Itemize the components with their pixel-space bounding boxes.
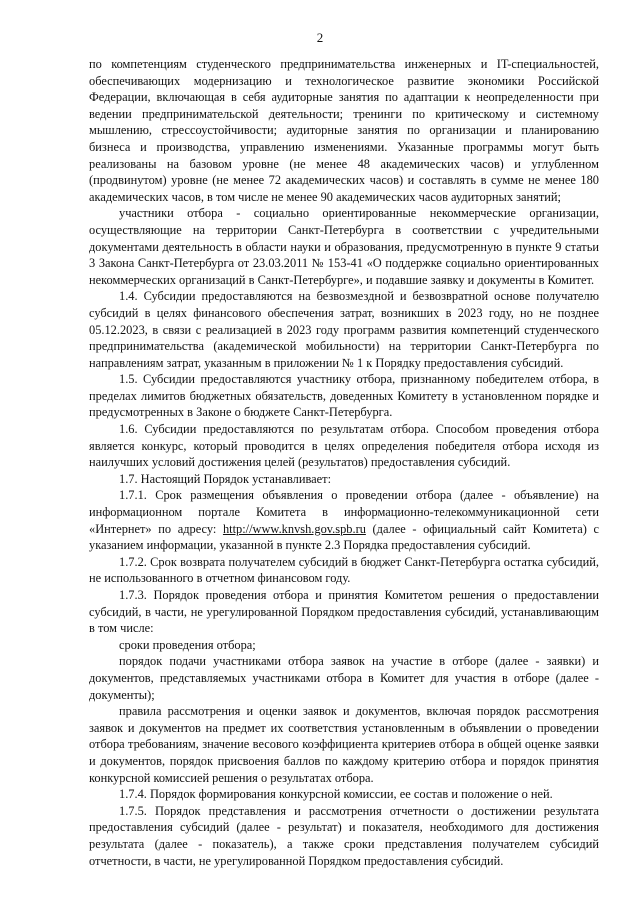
- page-number: 2: [316, 30, 324, 45]
- paragraph-program-description: по компетенциям студенческого предпринимательства инженерных и IT-специальностей, обеспечивающих модернизацию и технологическое развитие экономики Российской Федерации, включающая в себя аудиторные занятия по адаптации к неопределенности при ведении предпринимательской деятельности; тренинги по критическому и системному мышлению, стрессоустойчивости; аудиторные занятия по организации и планированию бизнеса и производства, управлению изменениями. Указанные программы могут быть реализованы на базовом уровне (не менее 48 академических часов) и углубленном (продвинутом) уровне (не менее 72 академических часов) и составлять в сумме не менее 180 академических часов, в том числе не менее 90 академических часов аудиторных занятий;: [89, 57, 599, 204]
- paragraph-1-7-1-text-end: (далее - официальный сайт Комитета) с указанием информации, указанной в пункте 2.3 Порядка предоставления субсидий.: [89, 521, 599, 553]
- paragraph-participants: участники отбора - социально ориентированные некоммерческие организации, осуществляющие на территории Санкт-Петербурга в соответствии с учредительными документами деятельность в области науки и образования, предусмотренную в пункте 9 статьи 3 Закона Санкт-Петербурга от 23.03.2011 № 153-41 «О поддержке социально ориентированных некоммерческих организаций в Санкт-Петербурге», и подавшие заявку и документы в Комитет.: [89, 206, 599, 287]
- committee-website-link[interactable]: http://www.knvsh.gov.spb.ru: [222, 521, 366, 536]
- paragraph-1-7-1-text-start: 1.7.1. Срок размещения объявления о проведении отбора (далее - объявление) на информационном портале Комитета в информационно-телекоммуникационной сети «Интернет» по адресу:: [89, 488, 599, 536]
- paragraph-1-6: 1.6. Субсидии предоставляются по результатам отбора. Способом проведения отбора является конкурс, который проводится в целях определения победителя отбора исходя из наилучших условий достижения целей (результатов) предоставления субсидий.: [89, 422, 599, 470]
- list-item-evaluation-rules: правила рассмотрения и оценки заявок и документов, включая порядок рассмотрения заявок и документов на предмет их соответствия установленным в объявлении о проведении отбора требованиям, значение весового коэффициента критериев отбора в общей оценке заявки и документов, порядок присвоения баллов по каждому критерию отбора и порядок принятия конкурсной комиссией решения о результатах отбора.: [89, 704, 599, 785]
- paragraph-1-7-5: 1.7.5. Порядок представления и рассмотрения отчетности о достижении результата предоставления субсидий (далее - результат) и показателя, необходимого для достижения результата (далее - показатель), а также сроки представления получателем субсидий отчетности, в части, не урегулированной Порядком предоставления субсидий.: [89, 803, 599, 868]
- paragraph-1-7: 1.7. Настоящий Порядок устанавливает:: [119, 471, 332, 486]
- paragraph-1-7-4: 1.7.4. Порядок формирования конкурсной комиссии, ее состав и положение о ней.: [119, 787, 553, 802]
- paragraph-1-7-1: [89, 487, 599, 553]
- list-item-selection-terms: сроки проведения отбора;: [119, 637, 256, 652]
- paragraph-1-7-3: 1.7.3. Порядок проведения отбора и принятия Комитетом решения о предоставлении субсидий, в части, не урегулированной Порядком предоставления субсидий, устанавливающим в том числе:: [89, 588, 599, 636]
- list-item-application-procedure: порядок подачи участниками отбора заявок на участие в отборе (далее - заявки) и документов, представляемых участниками отбора в Комитет для участия в отборе (далее - документы);: [89, 654, 599, 702]
- paragraph-1-5: 1.5. Субсидии предоставляются участнику отбора, признанному победителем отбора, в пределах лимитов бюджетных обязательств, доведенных Комитету в установленном порядке и предусмотренных в Законе о бюджете Санкт-Петербурга.: [89, 372, 599, 420]
- paragraph-1-4: 1.4. Субсидии предоставляются на безвозмездной и безвозвратной основе получателю субсидий в целях финансового обеспечения затрат, возникших в 2023 году, но не позднее 05.12.2023, в связи с реализацией в 2023 году программ развития компетенций студенческого предпринимательства (академической мобильности) на территории Санкт-Петербурга по направлениям затрат, указанным в приложении № 1 к Порядку предоставления субсидий.: [89, 289, 599, 370]
- paragraph-1-7-2: 1.7.2. Срок возврата получателем субсидий в бюджет Санкт-Петербурга остатка субсидий, не использованного в отчетном финансовом году.: [89, 554, 599, 586]
- document-body: [89, 56, 599, 869]
